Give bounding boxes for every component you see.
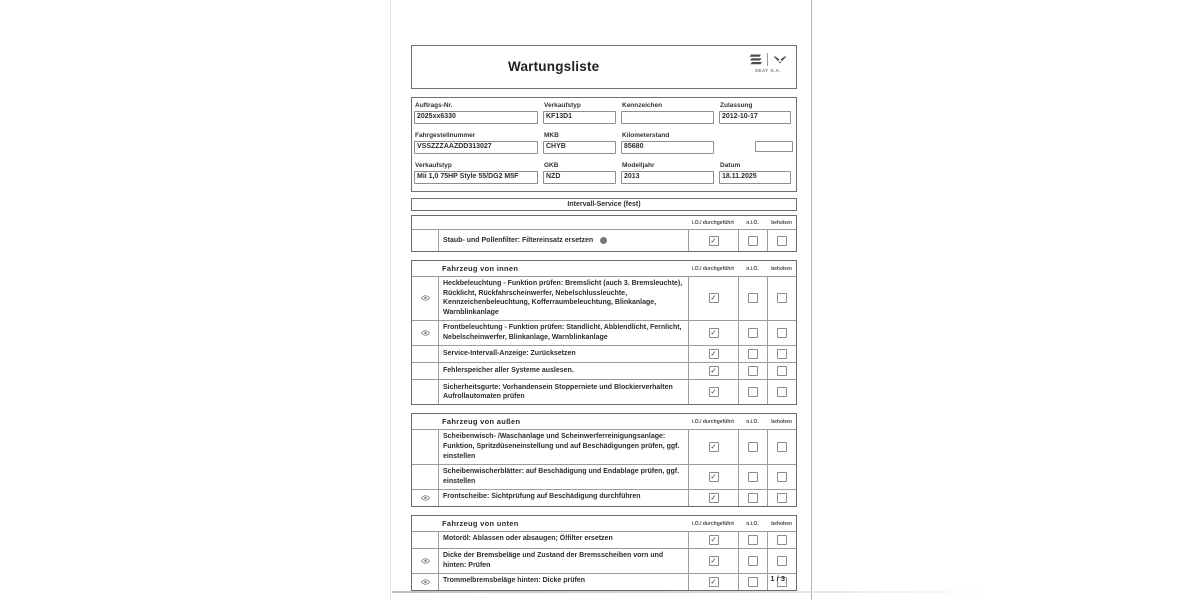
row-icon-cell <box>412 321 438 345</box>
column-header-ok: i.O./ durchgeführt <box>692 265 734 272</box>
page-bottom-edge <box>392 591 992 593</box>
checklist-row <box>412 464 796 489</box>
field-input[interactable] <box>621 111 714 124</box>
checkbox-ok[interactable]: ✓ <box>710 471 717 481</box>
checklist-row <box>412 229 796 251</box>
field-label: Auftrags-Nr. <box>415 102 453 109</box>
field-label: Verkaufstyp <box>415 162 452 169</box>
cupra-logo-icon <box>773 55 787 65</box>
field-input[interactable]: 2013 <box>621 171 714 184</box>
checklist-section <box>411 260 797 405</box>
checkbox-behoben[interactable] <box>777 236 787 246</box>
checkbox-cell-behoben <box>767 380 796 404</box>
row-icon-cell <box>412 346 438 362</box>
field-label: Zulassung <box>720 102 753 109</box>
checkbox-cell-behoben <box>767 549 796 573</box>
task-text <box>438 549 688 573</box>
checkbox-cell-ok <box>688 490 738 506</box>
visual-inspection-icon <box>421 579 430 585</box>
field-input[interactable]: 2025xx6330 <box>414 111 538 124</box>
task-text <box>438 532 688 548</box>
checkbox-nio[interactable] <box>748 349 758 359</box>
field-label: Datum <box>720 162 741 169</box>
checkbox-behoben[interactable] <box>777 493 787 503</box>
checklist-row <box>412 429 796 464</box>
field-input[interactable] <box>755 141 793 152</box>
checkbox-cell-ok <box>688 230 738 251</box>
task-label: Fehlerspeicher aller Systeme auslesen. <box>443 366 574 374</box>
checkbox-cell-ok <box>688 430 738 464</box>
field-label <box>720 132 796 139</box>
task-text <box>438 490 688 506</box>
task-text <box>438 380 688 404</box>
checklist-section <box>411 413 797 507</box>
checkbox-behoben[interactable] <box>777 556 787 566</box>
logo-divider <box>767 53 768 66</box>
column-header-ok: i.O./ durchgeführt <box>692 520 734 527</box>
task-label: Frontbeleuchtung - Funktion prüfen: Standlicht, Abblendlicht, Fernlicht, Nebelscheinwerfer, Blinkanlage, Warnblinkanlage <box>443 324 682 342</box>
row-icon-cell <box>412 277 438 320</box>
checkbox-behoben[interactable] <box>777 442 787 452</box>
checkbox-cell-ok <box>688 549 738 573</box>
field-input[interactable]: Mii 1,0 75HP Style 55/DG2 M5F <box>414 171 538 184</box>
task-text <box>438 346 688 362</box>
task-label: Sicherheitsgurte: Vorhandensein Stopperniete und Blockierverhalten Aufrollautomaten prüfen <box>443 383 673 401</box>
visual-inspection-icon <box>421 330 430 336</box>
logo-row <box>749 53 787 66</box>
checkbox-cell-nio <box>738 532 767 548</box>
task-label: Trommelbremsbeläge hinten: Dicke prüfen <box>443 577 585 585</box>
checkbox-nio[interactable] <box>748 387 758 397</box>
column-header-nio: n.i.O. <box>746 520 759 527</box>
column-header-nio: n.i.O. <box>746 265 759 272</box>
checkbox-behoben[interactable] <box>777 472 787 482</box>
checkbox-nio[interactable] <box>748 366 758 376</box>
task-text <box>438 363 688 379</box>
field-label: Kilometerstand <box>622 132 670 139</box>
checkbox-nio[interactable] <box>748 556 758 566</box>
field-input[interactable]: 18.11.2025 <box>719 171 791 184</box>
column-header-ok: i.O./ durchgeführt <box>692 419 734 426</box>
checkbox-ok[interactable]: ✓ <box>710 387 717 397</box>
section-title <box>438 220 688 225</box>
visual-inspection-icon <box>421 295 430 301</box>
form-field <box>543 159 621 189</box>
checkbox-cell-nio <box>738 363 767 379</box>
checkbox-cell-ok <box>688 277 738 320</box>
checkbox-behoben[interactable] <box>777 535 787 545</box>
checklist-row <box>412 573 796 590</box>
section-title: Fahrzeug von außen <box>442 417 521 427</box>
checklist-row <box>412 379 796 404</box>
checklist-sections <box>411 215 797 599</box>
checkbox-cell-nio <box>738 230 767 251</box>
checkbox-behoben[interactable] <box>777 349 787 359</box>
field-label: Verkaufstyp <box>544 102 581 109</box>
checklist-row <box>412 489 796 506</box>
field-input[interactable]: CHYB <box>543 141 616 154</box>
form-field <box>719 159 796 189</box>
task-label: Dicke der Bremsbeläge und Zustand der Bremsscheiben vorn und hinten: Prüfen <box>443 552 664 569</box>
task-label: Staub- und Pollenfilter: Filtereinsatz ersetzen <box>443 236 594 244</box>
task-text <box>438 465 688 489</box>
checkbox-behoben[interactable] <box>777 293 787 303</box>
checkbox-ok[interactable]: ✓ <box>710 492 717 502</box>
task-text <box>438 321 688 345</box>
checkbox-nio[interactable] <box>748 236 758 246</box>
row-icon-cell <box>412 549 438 573</box>
section-header-row <box>412 516 796 531</box>
checkbox-nio[interactable] <box>748 328 758 338</box>
checkbox-cell-ok <box>688 363 738 379</box>
checkbox-cell-ok <box>688 346 738 362</box>
checkbox-ok[interactable]: ✓ <box>710 576 717 586</box>
checkbox-cell-nio <box>738 346 767 362</box>
column-header-ok: i.O./ durchgeführt <box>692 220 734 226</box>
section-title: Fahrzeug von unten <box>442 518 519 528</box>
checkbox-cell-behoben <box>767 230 796 251</box>
document-page <box>390 0 812 600</box>
checkbox-cell-behoben <box>767 321 796 345</box>
form-field <box>621 99 719 129</box>
checkbox-cell-behoben <box>767 465 796 489</box>
form-field <box>543 99 621 129</box>
checkbox-ok[interactable]: ✓ <box>710 555 717 565</box>
section-title: Fahrzeug von innen <box>442 264 519 273</box>
column-header-behoben: behoben <box>771 220 792 226</box>
interval-service-banner <box>411 198 797 211</box>
vehicle-info-form <box>411 97 797 192</box>
task-label: Frontscheibe: Sichtprüfung auf Beschädigung durchführen <box>443 493 641 501</box>
checkbox-cell-nio <box>738 490 767 506</box>
form-field <box>719 129 796 159</box>
checkbox-nio[interactable] <box>748 493 758 503</box>
company-name: SEAT S.A. <box>754 68 782 73</box>
task-text <box>438 277 688 320</box>
form-field <box>414 159 543 189</box>
interval-service-label: Intervall-Service (fest) <box>567 201 641 208</box>
row-icon-cell <box>412 490 438 506</box>
checkbox-cell-ok <box>688 380 738 404</box>
form-field <box>621 159 719 189</box>
visual-inspection-icon <box>421 495 430 501</box>
column-header-nio: n.i.O. <box>746 220 759 226</box>
section-header-row <box>412 414 796 429</box>
checklist-section <box>411 515 797 591</box>
checkbox-cell-nio <box>738 321 767 345</box>
checkbox-cell-ok <box>688 321 738 345</box>
task-label: Scheibenwischerblätter: auf Beschädigung und Endablage prüfen, ggf. einstellen <box>443 468 680 485</box>
row-icon-cell <box>412 380 438 404</box>
checkbox-nio[interactable] <box>748 577 758 587</box>
row-icon-cell <box>412 363 438 379</box>
task-label: Service-Intervall-Anzeige: Zurücksetzen <box>443 349 576 357</box>
row-icon-cell <box>412 532 438 548</box>
document-title: Wartungsliste <box>508 59 600 74</box>
checkbox-cell-behoben <box>767 532 796 548</box>
checkbox-ok[interactable]: ✓ <box>710 349 717 359</box>
field-label: Fahrgestellnummer <box>415 132 476 139</box>
row-icon-cell <box>412 430 438 464</box>
checkbox-ok[interactable]: ✓ <box>710 293 717 303</box>
task-text <box>438 230 688 251</box>
task-label: Heckbeleuchtung - Funktion prüfen: Bremslicht (auch 3. Bremsleuchte), Rücklicht, Rückfahrscheinwerfer, Nebelschlussleuchte, Kennzeichenbeleuchtung, Kofferraumbeleuchtung, Blinkanlage, Warnblinkanlage <box>443 280 683 316</box>
field-input[interactable]: NZD <box>543 171 616 184</box>
document-header <box>411 45 797 89</box>
seat-logo-icon <box>749 54 762 65</box>
checklist-section <box>411 215 797 252</box>
form-field <box>414 129 543 159</box>
checkbox-cell-behoben <box>767 346 796 362</box>
checklist-row <box>412 345 796 362</box>
checklist-row <box>412 320 796 345</box>
form-field <box>414 99 543 129</box>
form-field <box>621 129 719 159</box>
checkbox-cell-behoben <box>767 490 796 506</box>
column-header-nio: n.i.O. <box>746 419 759 426</box>
column-header-behoben: behoben <box>771 419 792 426</box>
checklist-row <box>412 276 796 320</box>
field-label: Modelljahr <box>622 162 655 169</box>
checkbox-cell-nio <box>738 549 767 573</box>
field-input[interactable]: KF13D1 <box>543 111 616 124</box>
status-dot-icon <box>600 237 607 244</box>
brand-logos <box>749 53 787 73</box>
field-input[interactable]: VSSZZZAAZDD313027 <box>414 141 538 154</box>
field-input[interactable]: 85680 <box>621 141 714 154</box>
checkbox-behoben[interactable] <box>777 328 787 338</box>
field-label: GKB <box>544 162 559 169</box>
checklist-row <box>412 531 796 548</box>
checklist-row <box>412 362 796 379</box>
checkbox-nio[interactable] <box>748 472 758 482</box>
field-input[interactable]: 2012-10-17 <box>719 111 791 124</box>
checkbox-nio[interactable] <box>748 535 758 545</box>
checkbox-cell-behoben <box>767 363 796 379</box>
task-label: Scheibenwisch- /Waschanlage und Scheinwerferreinigungsanlage: Funktion, Spritzdüseneinstellung und auf Beschädigungen prüfen, ggf. einstellen <box>443 433 680 460</box>
task-text <box>438 574 688 590</box>
checkbox-ok[interactable]: ✓ <box>710 534 717 544</box>
checkbox-behoben[interactable] <box>777 387 787 397</box>
task-label: Motoröl: Ablassen oder absaugen; Ölfilter ersetzen <box>443 535 613 542</box>
section-header-row <box>412 216 796 229</box>
checkbox-ok[interactable]: ✓ <box>710 366 717 376</box>
checkbox-nio[interactable] <box>748 442 758 452</box>
checkbox-cell-nio <box>738 380 767 404</box>
task-text <box>438 430 688 464</box>
checkbox-ok[interactable]: ✓ <box>710 328 717 338</box>
checkbox-cell-behoben <box>767 430 796 464</box>
checkbox-cell-nio <box>738 465 767 489</box>
page-number: 1 / 3 <box>770 574 785 583</box>
row-icon-cell <box>412 230 438 251</box>
checkbox-cell-ok <box>688 465 738 489</box>
checkbox-cell-ok <box>688 574 738 590</box>
checkbox-cell-nio <box>738 277 767 320</box>
checkbox-cell-nio <box>738 430 767 464</box>
checkbox-cell-ok <box>688 532 738 548</box>
checkbox-cell-nio <box>738 574 767 590</box>
field-label: MKB <box>544 132 559 139</box>
checkbox-nio[interactable] <box>748 293 758 303</box>
checkbox-cell-behoben <box>767 277 796 320</box>
row-icon-cell <box>412 465 438 489</box>
form-field <box>719 99 796 129</box>
checklist-row <box>412 548 796 573</box>
column-header-behoben: behoben <box>771 265 792 272</box>
row-icon-cell <box>412 574 438 590</box>
checkbox-behoben[interactable] <box>777 366 787 376</box>
column-header-behoben: behoben <box>771 520 792 527</box>
section-header-row <box>412 261 796 276</box>
checkbox-ok[interactable]: ✓ <box>710 235 717 245</box>
field-label: Kennzeichen <box>622 102 663 109</box>
visual-inspection-icon <box>421 558 430 564</box>
form-field <box>543 129 621 159</box>
checkbox-ok[interactable]: ✓ <box>710 441 717 451</box>
